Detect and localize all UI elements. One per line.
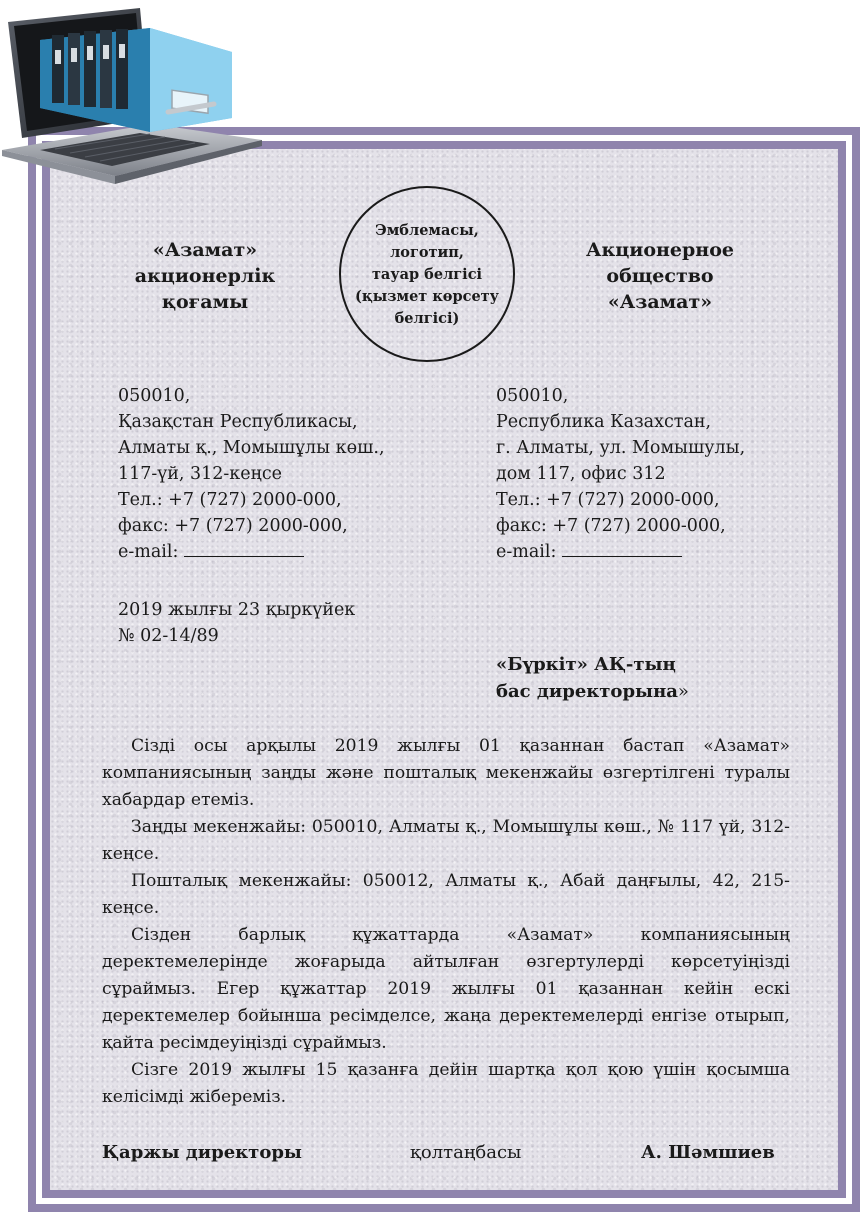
emblem-line2: логотип, <box>390 244 464 261</box>
recipient-line1: «Бүркіт» АҚ-тың <box>496 654 676 675</box>
address-kazakh-fax: факс: +7 (727) 2000-000, <box>118 516 348 536</box>
address-kazakh-country: Қазақстан Республикасы, <box>118 412 358 432</box>
email-blank-line <box>184 539 304 557</box>
address-russian-street: г. Алматы, ул. Момышулы, <box>496 438 746 458</box>
sender-org-kazakh-line1: «Азамат» <box>152 239 258 261</box>
address-russian-building: дом 117, офис 312 <box>496 464 666 484</box>
email-label: e-mail: <box>118 542 179 562</box>
recipient-line2: бас директорына <box>496 681 678 702</box>
email-label: e-mail: <box>496 542 557 562</box>
address-kazakh-building: 117-үй, 312-кеңсе <box>118 464 282 484</box>
letter-meta <box>118 597 355 649</box>
body-paragraph-4: Сізден барлық құжаттарда «Азамат» компаниясының деректемелерінде жоғарыда айтылған өзгертулерді көрсетуіңізді сұраймыз. Егер құжаттар 2019 жылғы 01 қазаннан кейін ескі деректемелер бойынша ресімделсе, жаңа деректемелерді енгізе отырып, қайта ресімдеуіңізді сұраймыз. <box>102 925 790 1053</box>
signature-position: Қаржы директоры <box>102 1142 302 1163</box>
address-russian-country: Республика Казахстан, <box>496 412 712 432</box>
laptop-file-drawer-icon <box>0 0 270 200</box>
body-paragraph-3: Пошталық мекенжайы: 050012, Алматы қ., Абай даңғылы, 42, 215-кеңсе. <box>102 871 790 918</box>
address-kazakh-email <box>118 539 385 565</box>
sender-org-russian <box>580 237 740 315</box>
letter-date: 2019 жылғы 23 қыркүйек <box>118 600 356 620</box>
emblem-line5: белгісі) <box>394 310 460 327</box>
address-russian-postcode: 050010, <box>496 386 569 406</box>
address-russian-phone: Тел.: +7 (727) 2000-000, <box>496 490 720 510</box>
address-russian <box>496 383 745 565</box>
body-paragraph-5: Сізге 2019 жылғы 15 қазанға дейін шартқа қол қою үшін қосымша келісімді жібереміз. <box>102 1060 790 1107</box>
recipient-closing-quote: » <box>677 681 689 702</box>
signature-name: А. Шәмшиев <box>641 1142 775 1163</box>
address-russian-fax: факс: +7 (727) 2000-000, <box>496 516 726 536</box>
letter-number: № 02-14/89 <box>118 626 219 646</box>
sender-org-kazakh-line3: қоғамы <box>161 291 249 313</box>
body-paragraph-1: Сізді осы арқылы 2019 жылғы 01 қазаннан бастап «Азамат» компаниясының заңды және пошталық мекенжайы өзгертілгені туралы хабардар етеміз. <box>102 736 790 810</box>
body-paragraph-2: Заңды мекенжайы: 050010, Алматы қ., Момышұлы көш., № 117 үй, 312-кеңсе. <box>102 817 790 864</box>
emblem-label <box>339 220 515 330</box>
address-kazakh-phone: Тел.: +7 (727) 2000-000, <box>118 490 342 510</box>
signature-placeholder: қолтаңбасы <box>410 1142 522 1163</box>
address-kazakh-street: Алматы қ., Момышұлы көш., <box>118 438 385 458</box>
emblem-line4: (қызмет көрсету <box>355 288 499 305</box>
address-russian-email <box>496 539 745 565</box>
sender-org-russian-line3: «Азамат» <box>607 291 713 313</box>
letter-body <box>102 733 790 1111</box>
sender-org-kazakh <box>133 237 277 315</box>
sender-org-russian-line2: общество <box>606 265 714 287</box>
sender-org-russian-line1: Акционерное <box>586 239 734 261</box>
sender-org-kazakh-line2: акционерлік <box>134 265 276 287</box>
emblem-line1: Эмблемасы, <box>375 222 479 239</box>
recipient-line2-wrap <box>496 678 689 705</box>
emblem-line3: тауар белгісі <box>371 266 483 283</box>
email-blank-line <box>562 539 682 557</box>
recipient <box>496 651 689 705</box>
address-kazakh <box>118 383 385 565</box>
address-kazakh-postcode: 050010, <box>118 386 191 406</box>
